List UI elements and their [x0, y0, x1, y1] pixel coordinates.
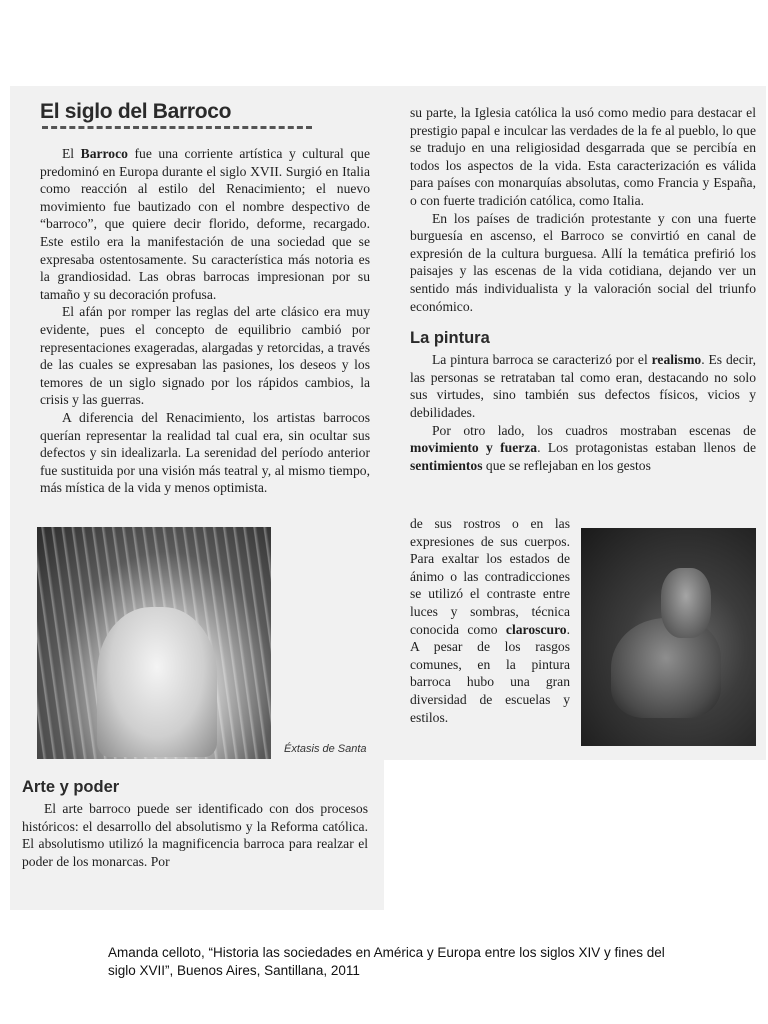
sculpture-photo — [37, 527, 271, 759]
paragraph-afan: El afán por romper las reglas del arte clásico era muy evidente, pues el concepto de equilibrio cambió por representaciones exageradas, alargadas y retorcidas, a través de las cuales se expresaban las pasiones, los deseos y los temores de un siglo signado por los rápidos cambios, la crisis y las guerras. — [40, 304, 370, 408]
equestrian-painting — [581, 528, 756, 746]
painting-horse — [611, 618, 721, 718]
wrapped-text-claroscuro — [410, 515, 570, 726]
paragraph-realismo: La pintura barroca se caracterizó por el realismo. Es decir, las personas se retrataban tal como eran, destacando no solo sus virtudes, sino también sus defectos físicos, vicios y debilidades. — [410, 352, 756, 420]
photo-caption: Éxtasis de Santa — [284, 743, 367, 755]
sculpture-figure — [97, 607, 217, 757]
page-title: El siglo del Barroco — [40, 100, 232, 123]
paragraph-iglesia: su parte, la Iglesia católica la usó como medio para destacar el prestigio papal e inculcar las verdades de la fe al pueblo, lo que se tradujo en una religiosidad desgarrada que se percibía en todos los aspectos de la vida. Esta caracterización es válida para países con monarquías absolutas, como Francia y España, o con fuerte tradición católica, como Italia. — [410, 105, 756, 208]
left-column — [40, 100, 370, 497]
heading-la-pintura: La pintura — [410, 329, 490, 348]
citation: Amanda celloto, “Historia las sociedades en América y Europa entre los siglos XIV y fines del siglo XVII”, Buenos Aires, Santillana, 2011 — [108, 945, 665, 978]
section-arte-y-poder — [22, 778, 368, 870]
blank-area — [384, 760, 766, 910]
painting-rider — [661, 568, 711, 638]
paragraph-protestante: En los países de tradición protestante y con una fuerte burguesía en ascenso, el Barroco se convirtió en canal de expresión de la cultura burguesa. Allí la temática prefirió los paisajes y las escenas de la vida cotidiana, dejando ver un sentido más individualista y la valoración social del triunfo económico. — [410, 210, 756, 314]
heading-arte-y-poder: Arte y poder — [22, 778, 120, 796]
paragraph-barroco: El Barroco fue una corriente artística y cultural que predominó en Europa durante el siglo XVII. Surgió en Italia como reacción al estilo del Renacimiento; el nuevo movimiento fue bautizado con el nombre despectivo de “barroco”, que quiere decir florido, deforme, recargado. Este estilo era la manifestación de una sociedad que se expresaba ostentosamente. Su característica más notoria es la grandiosidad. Las obras barrocas impresionan por su tamaño y su decoración profusa. — [40, 146, 370, 302]
paragraph-renacimiento: A diferencia del Renacimiento, los artistas barrocos querían representar la realidad tal cual era, sin ocultar sus defectos y sin idealizarla. La serenidad del período anterior fue sustituida por una visión más teatral y, al mismo tiempo, más mística de la vida y menos optimista. — [40, 409, 370, 496]
right-column — [410, 104, 756, 474]
title-underline — [42, 126, 312, 129]
paragraph-arte: El arte barroco puede ser identificado con dos procesos históricos: el desarrollo del absolutismo y la Reforma católica. El absolutismo utilizó la magnificencia barroca para realzar el poder de los monarcas. Por — [22, 801, 368, 869]
paragraph-claroscuro: de sus rostros o en las expresiones de sus cuerpos. Para exaltar los estados de ánimo o las contradicciones se utilizó el contraste entre luces y sombras, técnica conocida como claroscuro. A pesar de los rasgos comunes, en la pintura barroca hubo una gran diversidad de escuelas y estilos. — [410, 516, 570, 725]
paragraph-movimiento: Por otro lado, los cuadros mostraban escenas de movimiento y fuerza. Los protagonistas estaban llenos de sentimientos que se reflejaban en los gestos — [410, 422, 756, 473]
